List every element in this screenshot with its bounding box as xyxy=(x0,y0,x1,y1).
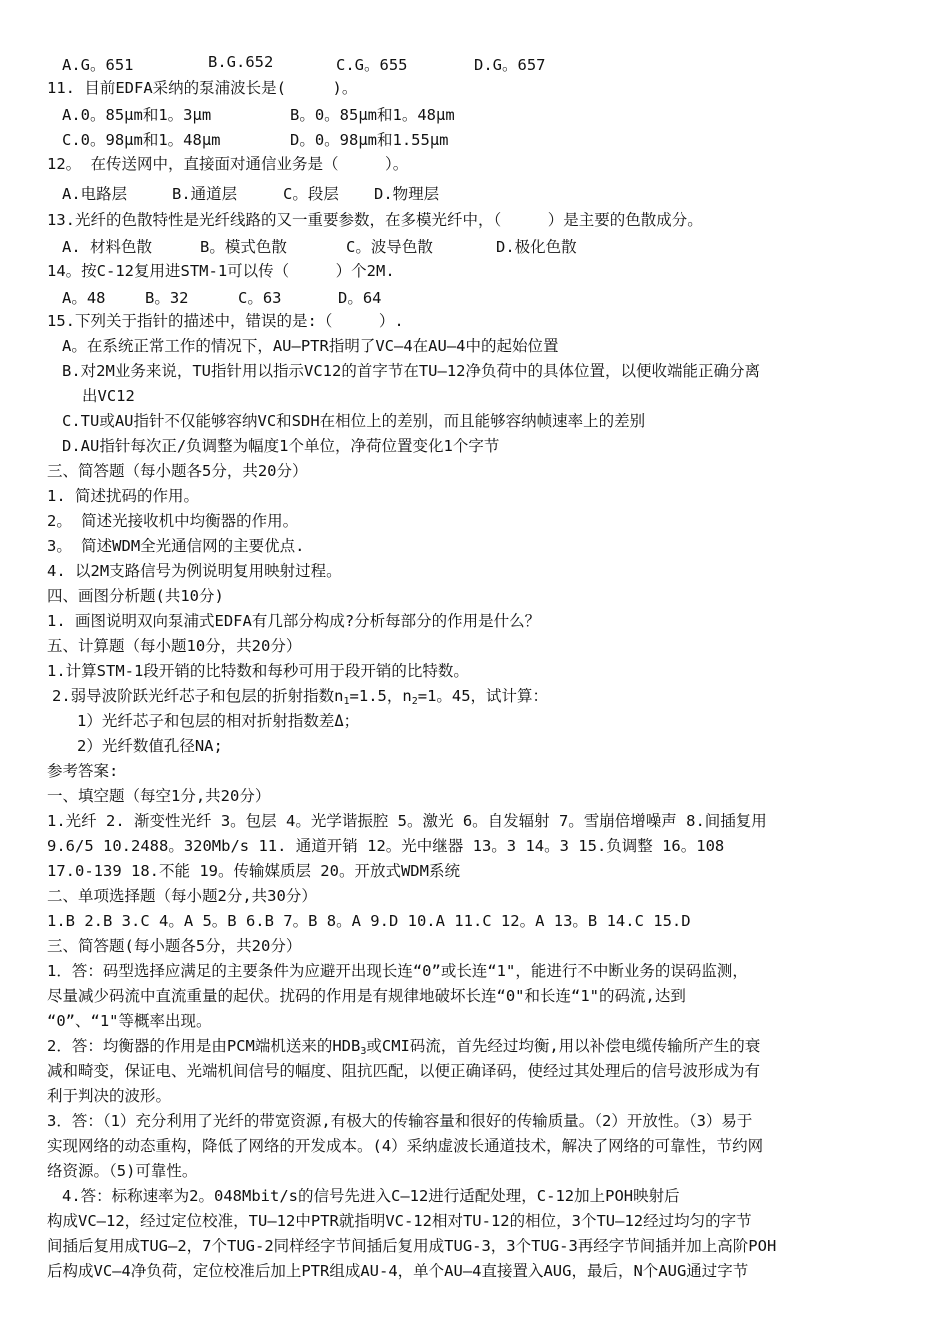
answer-2-line-3: 利于判决的波形。 xyxy=(47,1087,172,1105)
section-3-q1: 1. 简述扰码的作用。 xyxy=(47,487,199,505)
q15-stem: 15.下列关于指针的描述中，错误的是:（ ）. xyxy=(47,312,404,330)
q2-text-pre: 2.弱导波阶跃光纤芯子和包层的折射指数n xyxy=(52,687,344,705)
q10-option-a: A.G。651 xyxy=(62,56,134,74)
q2-text-mid: =1.5，n xyxy=(349,687,412,705)
q15-option-c: C.TU或AU指针不仅能够容纳VC和SDH在相位上的差别，而且能够容纳帧速率上的差别 xyxy=(62,412,646,430)
q12-option-d: D.物理层 xyxy=(374,185,440,203)
q10-option-d: D.G。657 xyxy=(474,56,546,74)
q12-stem: 12。 在传送网中，直接面对通信业务是（ ）。 xyxy=(47,155,409,173)
section-3-q2: 2。 简述光接收机中均衡器的作用。 xyxy=(47,512,299,530)
q13-option-b: B。模式色散 xyxy=(200,238,287,256)
section-5-q2 xyxy=(52,686,548,706)
section-5-title: 五、计算题（每小题10分，共20分） xyxy=(47,637,302,655)
section-4-q1: 1. 画图说明双向泵浦式EDFA有几部分构成?分析每部分的作用是什么？ xyxy=(47,612,541,630)
answers-fill-line-2: 9.6/5 10.2488。320Mb/s 11. 通道开销 12。光中继器 13。3 14。3 15.负调整 16。108 xyxy=(47,837,725,855)
q13-option-c: C。波导色散 xyxy=(346,238,433,256)
q11-option-a: A.0。85μm和1。3μm xyxy=(62,106,212,124)
answer-2-line-1 xyxy=(47,1036,760,1056)
answers-single-title: 二、单项选择题（每小题2分,共30分） xyxy=(47,887,317,905)
answer-1-line-1: 1．答：码型选择应满足的主要条件为应避开出现长连“0”或长连“1"，能进行不中断业务的误码监测， xyxy=(47,962,748,980)
section-3-q4: 4. 以2M支路信号为例说明复用映射过程。 xyxy=(47,562,342,580)
q13-option-a: A. 材料色散 xyxy=(62,238,152,256)
q12-option-c: C。段层 xyxy=(283,185,339,203)
answers-title: 参考答案: xyxy=(47,762,119,780)
answer-2-pre: 2．答：均衡器的作用是由PCM端机送来的HDB xyxy=(47,1037,361,1055)
section-5-q1: 1.计算STM-1段开销的比特数和每秒可用于段开销的比特数。 xyxy=(47,662,469,680)
answer-2-sub: 3 xyxy=(360,1046,367,1057)
q10-option-c: C.G。655 xyxy=(336,56,408,74)
q14-option-b: B。32 xyxy=(145,289,189,307)
answer-4-line-2: 构成VC—12，经过定位校准，TU—12中PTR就指明VC-12相对TU-12的相位，3个TU—12经过均匀的字节 xyxy=(47,1212,752,1230)
q11-stem: 11. 目前EDFA采纳的泵浦波长是( )。 xyxy=(47,79,358,97)
answer-2-post: 或CMI码流，首先经过均衡,用以补偿电缆传输所产生的衰 xyxy=(366,1037,761,1055)
q11-option-c: C.0。98μm和1。48μm xyxy=(62,131,221,149)
q11-option-d: D。0。98μm和1.55μm xyxy=(290,131,449,149)
q13-option-d: D.极化色散 xyxy=(496,238,577,256)
q13-stem: 13.光纤的色散特性是光纤线路的又一重要参数，在多模光纤中，（ ）是主要的色散成分。 xyxy=(47,211,703,229)
q12-option-b: B.通道层 xyxy=(172,185,238,203)
q14-option-d: D。64 xyxy=(338,289,382,307)
q15-option-d: D.AU指针每次正/负调整为幅度1个单位，净荷位置变化1个字节 xyxy=(62,437,500,455)
q11-option-b: B。0。85μm和1。48μm xyxy=(290,106,455,124)
answer-4-line-4: 后构成VC—4净负荷，定位校准后加上PTR组成AU-4，单个AU—4直接置入AUG，最后，N个AUG通过字节 xyxy=(47,1262,749,1280)
section-4-title: 四、画图分析题(共10分) xyxy=(47,587,224,605)
q14-option-c: C。63 xyxy=(238,289,282,307)
q2-sub-2: 2 xyxy=(411,696,418,707)
q14-option-a: A。48 xyxy=(62,289,106,307)
answer-4-line-3: 间插后复用成TUG—2，7个TUG-2同样经字节间插后复用成TUG-3，3个TUG-3再经字节间插并加上高阶POH xyxy=(47,1237,777,1255)
section-3-title: 三、简答题（每小题各5分，共20分） xyxy=(47,462,308,480)
answer-3-line-1: 3．答：（1）充分利用了光纤的带宽资源,有极大的传输容量和很好的传输质量。（2）开放性。（3）易于 xyxy=(47,1112,753,1130)
q14-stem: 14。按C-12复用进STM-1可以传（ ）个2M. xyxy=(47,262,395,280)
answer-3-line-2: 实现网络的动态重构，降低了网络的开发成本。(4）采纳虚波长通道技术，解决了网络的可靠性，节约网 xyxy=(47,1137,764,1155)
section-5-q2-part1: 1）光纤芯子和包层的相对折射指数差Δ； xyxy=(77,712,360,730)
answer-1-line-3: “0”、“1"等概率出现。 xyxy=(47,1012,212,1030)
answer-2-line-2: 减和畸变，保证电、光端机间信号的幅度、阻抗匹配，以便正确译码，使经过其处理后的信号波形成为有 xyxy=(47,1062,761,1080)
q2-sub-1: 1 xyxy=(343,696,350,707)
answers-fill-title: 一、填空题（每空1分,共20分） xyxy=(47,787,271,805)
q2-text-post: =1。45，试计算： xyxy=(417,687,549,705)
answer-3-line-3: 络资源。（5)可靠性。 xyxy=(47,1162,198,1180)
q10-option-b: B.G.652 xyxy=(208,53,274,71)
section-3-q3: 3。 简述WDM全光通信网的主要优点. xyxy=(47,537,305,555)
q12-option-a: A.电路层 xyxy=(62,185,128,203)
answers-short-title: 三、简答题(每小题各5分，共20分） xyxy=(47,937,302,955)
section-5-q2-part2: 2）光纤数值孔径NA; xyxy=(77,737,223,755)
answers-fill-line-3: 17.0-139 18.不能 19。传输媒质层 20。开放式WDM系统 xyxy=(47,862,460,880)
answers-fill-line-1: 1.光纤 2. 渐变性光纤 3。包层 4。光学谐振腔 5。激光 6。自发辐射 7。雪崩倍增噪声 8.间插复用 xyxy=(47,812,767,830)
answers-single-line: 1.B 2.B 3.C 4。A 5。B 6.B 7。B 8。A 9.D 10.A 11.C 12。A 13。B 14.C 15.D xyxy=(47,912,691,930)
q15-option-b: B.对2M业务来说，TU指针用以指示VC12的首字节在TU—12净负荷中的具体位置，以便收端能正确分离 xyxy=(62,362,760,380)
q15-option-a: A。在系统正常工作的情况下，AU—PTR指明了VC—4在AU—4中的起始位置 xyxy=(62,337,559,355)
q15-option-b-cont: 出VC12 xyxy=(82,387,135,405)
answer-4-line-1: 4.答：标称速率为2。048Mbit/s的信号先进入C—12进行适配处理，C-12加上POH映射后 xyxy=(62,1187,680,1205)
answer-1-line-2: 尽量减少码流中直流重量的起伏。扰码的作用是有规律地破坏长连“0"和长连“1"的码流,达到 xyxy=(47,987,686,1005)
